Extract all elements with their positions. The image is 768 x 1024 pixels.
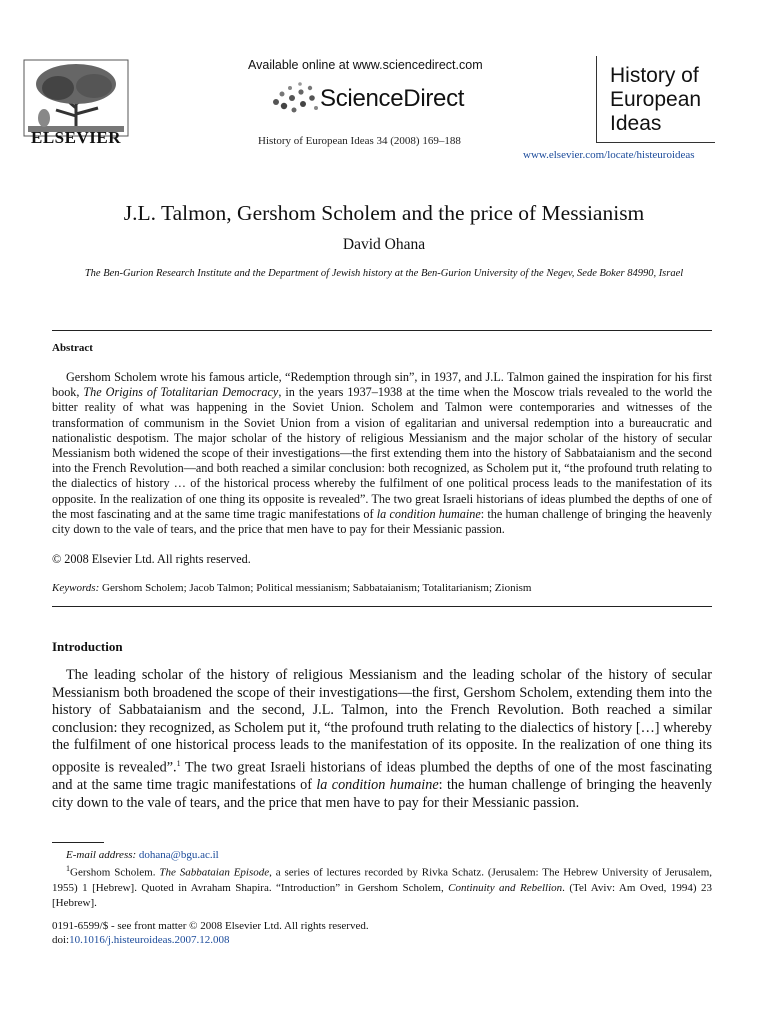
footnote-number: 1 — [66, 864, 70, 873]
abstract-text-part: : the human challenge of bringing the heavenly city down to the vale of tears, and the price that men have to pay for their Messianic passion. — [52, 506, 712, 537]
email-label: E-mail address: — [66, 849, 137, 861]
sciencedirect-dots-icon — [270, 80, 320, 114]
section-heading: Introduction — [52, 639, 123, 654]
doi-label: doi: — [52, 934, 70, 946]
publisher-name: ELSEVIER — [31, 128, 121, 147]
abstract-heading: Abstract — [52, 342, 93, 354]
journal-title-line: History of — [610, 64, 699, 87]
author-affiliation: The Ben-Gurion Research Institute and the Department of Jewish history at the Ben-Gurion University of the Negev, Sede Boker 84990, Israel — [84, 268, 684, 279]
footnote-text-part: Gershom Scholem. — [70, 866, 160, 879]
issn-line: 0191-6599/$ - see front matter © 2008 Elsevier Ltd. All rights reserved. — [52, 920, 369, 932]
journal-title-line: European — [610, 88, 702, 111]
footnote-text-part: . (Tel Aviv: Am Oved, 1994) 23 [Hebrew]. — [52, 882, 712, 910]
cited-title: Continuity and Rebellion — [448, 882, 563, 895]
sciencedirect-wordmark: ScienceDirect — [320, 85, 465, 112]
article-author: David Ohana — [342, 236, 426, 253]
book-title: The Origins of Totalitarian Democracy — [83, 385, 279, 400]
available-online-text: Available online at www.sciencedirect.com — [248, 58, 483, 72]
divider — [52, 606, 712, 607]
email-link[interactable]: dohana@bgu.ac.il — [138, 849, 219, 861]
abstract-text-part: Gershom Scholem wrote his famous article, “Redemption through sin”, in 1937, and J.L. Talmon gained the inspiration for his first book, — [52, 370, 712, 400]
intro-text-part: The leading scholar of the history of religious Messianism and the leading scholar of the history of secular Messianism both broadened the scope of their investigations—the first, Gershom Scholem, extending them into the history of Sabbataianism and the second, J.L. Talmon, into the French Revolution. Both reached a similar conclusion: they recognized, as Scholem put it, “the profound truth relating to the dialectics of history […] whereby the fulfilment of one historical process leads to the manifestation of its opposite. In the realization of one thing its opposite is revealed”. — [52, 667, 712, 776]
footnote-divider — [52, 842, 104, 843]
doi-line — [52, 934, 230, 946]
keywords-label: Keywords: — [52, 582, 100, 594]
footnote-text-part: , a series of lectures recorded by Rivka Schatz. (Jerusalem: The Hebrew University of Jerusalem, 1955) 1 [Hebrew]. Quoted in Avraham Shapira. “Introduction” in Gershom Scholem, — [52, 866, 712, 895]
cited-title: The Sabbataian Episode — [159, 866, 270, 879]
intro-text-part: The two great Israeli historians of ideas plumbed the depths of one of the most fascinating and at the same time tragic manifestations of — [52, 759, 712, 794]
footnote-1 — [52, 861, 712, 912]
introduction-text — [52, 667, 712, 812]
journal-title-line: Ideas — [610, 112, 662, 135]
italic-phrase: la condition humaine — [316, 777, 439, 794]
intro-text-part: : the human challenge of bringing the heavenly city down to the vale of tears, and the price that men have to pay for their Messianic passion. — [52, 777, 712, 811]
journal-url-link[interactable]: www.elsevier.com/locate/histeuroideas — [523, 149, 695, 161]
divider — [52, 330, 712, 331]
email-footnote — [66, 849, 219, 861]
journal-reference: History of European Ideas 34 (2008) 169–188 — [258, 135, 461, 147]
keywords-list: Gershom Scholem; Jacob Talmon; Political messianism; Sabbataianism; Totalitarianism; Zionism — [102, 582, 532, 594]
abstract-text — [52, 370, 712, 537]
article-title: J.L. Talmon, Gershom Scholem and the price of Messianism — [123, 201, 645, 225]
keywords-line — [52, 582, 712, 594]
abstract-copyright: © 2008 Elsevier Ltd. All rights reserved. — [52, 552, 251, 566]
italic-phrase: la condition humaine — [376, 506, 481, 521]
footnote-marker[interactable]: 1 — [176, 758, 181, 768]
abstract-text-part: , in the years 1937–1938 at the time when the Moscow trials revealed to the world the bitter reality of what was happening in the Soviet Union. Scholem and Talmon were contemporaries and witnesses of the transformation of communism in the Soviet Union from a vision of egalitarian and universal redemption into a bureaucratic and nationalistic despotism. The major scholar of the history of religious Messianism and the major scholar of the history of secular Messianism both widened the scope of their investigations—the first extending them into the history of Sabbataianism and the second into the French Revolution—and both reached a similar conclusion: both recognized, as Scholem put it, “the profound truth relating to the dialectics of history … of the historical process whereby the fulfilment of one political process leads to the manifestation of its opposite. In the realization of one thing its opposite is revealed”. The two great Israeli historians of ideas plumbed the depths of one of the most fascinating and at the same time tragic manifestations of — [52, 385, 712, 521]
journal-title-logo — [610, 64, 720, 136]
doi-link[interactable]: 10.1016/j.histeuroideas.2007.12.008 — [69, 934, 230, 946]
